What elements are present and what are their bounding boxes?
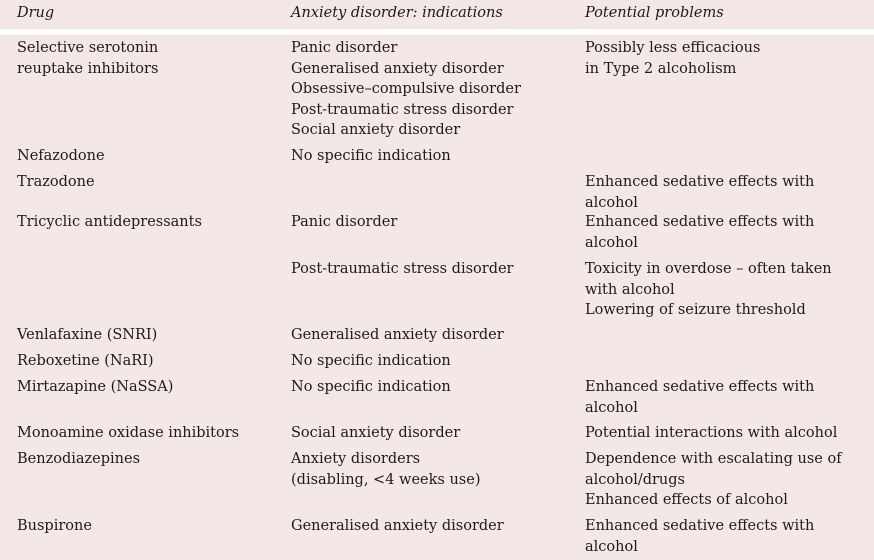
cell-line: Generalised anxiety disorder xyxy=(291,60,504,77)
cell-line: Trazodone xyxy=(17,174,95,190)
cell-line: Enhanced sedative effects with xyxy=(585,174,815,190)
cell-line: Dependence with escalating use of xyxy=(585,451,842,467)
cell-line: Social anxiety disorder xyxy=(291,122,461,138)
cell-line: Buspirone xyxy=(17,518,92,534)
cell-line: alcohol xyxy=(585,194,638,211)
drug-cell xyxy=(17,146,105,167)
drug-cell xyxy=(17,351,154,372)
drug-cell xyxy=(17,325,157,346)
cell-line: Panic disorder xyxy=(291,214,398,230)
drug-cell xyxy=(17,172,95,193)
cell-line: in Type 2 alcoholism xyxy=(585,60,737,77)
cell-line: Social anxiety disorder xyxy=(291,425,461,441)
cell-line: Enhanced sedative effects with xyxy=(585,518,815,534)
cell-line: Nefazodone xyxy=(17,148,105,164)
indications-cell xyxy=(291,212,397,233)
problems-cell xyxy=(585,449,842,511)
table-header xyxy=(0,0,874,30)
cell-line: Post-traumatic stress disorder xyxy=(291,101,514,118)
cell-line: No specific indication xyxy=(291,379,451,395)
cell-line: Post-traumatic stress disorder xyxy=(291,261,514,277)
problems-cell xyxy=(585,423,837,444)
cell-line: Mirtazapine (NaSSA) xyxy=(17,379,174,395)
cell-line: Potential interactions with alcohol xyxy=(585,425,838,441)
drug-cell xyxy=(17,423,239,444)
problems-cell xyxy=(585,377,814,418)
cell-line: No specific indication xyxy=(291,353,451,369)
problems-cell xyxy=(585,259,832,321)
drug-cell xyxy=(17,516,92,537)
header-divider xyxy=(0,29,874,35)
indications-cell xyxy=(291,146,451,167)
cell-line: Selective serotonin xyxy=(17,40,159,56)
cell-line: alcohol xyxy=(585,399,638,416)
cell-line: alcohol xyxy=(585,538,638,555)
problems-cell xyxy=(585,212,814,253)
indications-cell xyxy=(291,38,521,141)
cell-line: Panic disorder xyxy=(291,40,398,56)
problems-cell xyxy=(585,38,760,79)
indications-cell xyxy=(291,423,460,444)
header-indications: Anxiety disorder: indications xyxy=(291,5,503,21)
cell-line: Lowering of seizure threshold xyxy=(585,302,806,318)
cell-line: No specific indication xyxy=(291,148,451,164)
cell-line: Venlafaxine (SNRI) xyxy=(17,327,158,343)
cell-line: alcohol xyxy=(585,234,638,251)
cell-line: Benzodiazepines xyxy=(17,451,141,467)
cell-line: Enhanced effects of alcohol xyxy=(585,492,788,508)
indications-cell xyxy=(291,516,504,537)
cell-line: Anxiety disorders xyxy=(291,451,421,467)
drug-cell xyxy=(17,38,158,79)
cell-line: Reboxetine (NaRI) xyxy=(17,353,154,369)
problems-cell xyxy=(585,172,814,213)
cell-line: Generalised anxiety disorder xyxy=(291,518,504,534)
cell-line: Enhanced sedative effects with xyxy=(585,379,815,395)
indications-cell xyxy=(291,325,504,346)
cell-line: reuptake inhibitors xyxy=(17,60,159,77)
drug-cell xyxy=(17,377,173,398)
indications-cell xyxy=(291,351,451,372)
cell-line: Enhanced sedative effects with xyxy=(585,214,815,230)
drug-cell xyxy=(17,212,202,233)
cell-line: Obsessive–compulsive disorder xyxy=(291,81,521,97)
cell-line: Monoamine oxidase inhibitors xyxy=(17,425,240,441)
indications-cell xyxy=(291,449,480,490)
header-problems: Potential problems xyxy=(585,5,724,21)
cell-line: Possibly less efficacious xyxy=(585,40,761,56)
header-drug: Drug xyxy=(17,5,55,21)
indications-cell xyxy=(291,259,513,280)
cell-line: Generalised anxiety disorder xyxy=(291,327,504,343)
cell-line: Toxicity in overdose – often taken xyxy=(585,261,832,277)
drug-cell xyxy=(17,449,140,470)
problems-cell xyxy=(585,516,814,557)
cell-line: (disabling, <4 weeks use) xyxy=(291,471,481,488)
cell-line: alcohol/drugs xyxy=(585,471,685,488)
cell-line: with alcohol xyxy=(585,281,675,298)
cell-line: Tricyclic antidepressants xyxy=(17,214,202,230)
indications-cell xyxy=(291,377,451,398)
